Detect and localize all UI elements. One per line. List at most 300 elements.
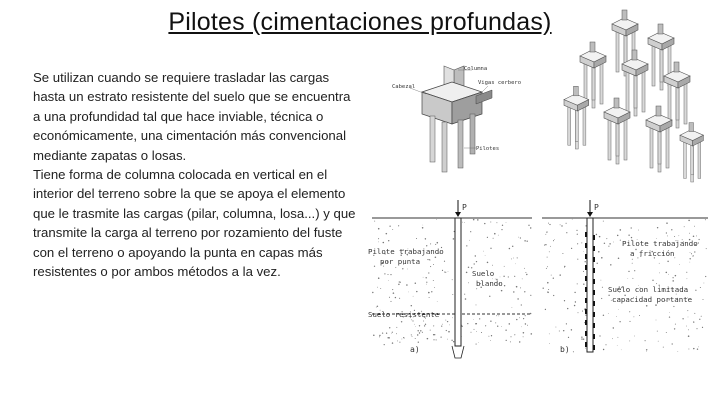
soft-soil-label: Suelo xyxy=(472,269,495,278)
soil-speckle xyxy=(396,333,397,334)
soil-speckle xyxy=(449,325,450,326)
soil-speckle xyxy=(688,349,689,350)
load-label: P xyxy=(462,203,467,212)
soil-speckle xyxy=(437,242,439,244)
soil-speckle xyxy=(689,262,690,263)
soil-speckle xyxy=(390,301,391,302)
soil-speckle xyxy=(547,257,548,258)
soil-speckle xyxy=(530,227,531,228)
soil-speckle xyxy=(601,257,603,259)
soil-speckle xyxy=(433,280,434,281)
soil-speckle xyxy=(574,305,576,307)
soil-speckle xyxy=(574,292,575,293)
soil-speckle xyxy=(483,251,484,252)
soil-speckle xyxy=(474,263,475,264)
label-vigas: Vigas cerbero xyxy=(478,80,522,86)
pile-shaft xyxy=(587,218,593,352)
soil-speckle xyxy=(473,219,475,221)
soil-speckle xyxy=(415,283,416,284)
soil-speckle xyxy=(419,325,420,326)
soil-speckle xyxy=(602,287,603,288)
soil-speckle xyxy=(389,297,390,298)
soil-speckle xyxy=(399,281,400,282)
soil-speckle xyxy=(571,248,572,249)
soil-speckle xyxy=(393,292,395,294)
soil-speckle xyxy=(621,350,622,351)
soil-speckle xyxy=(395,297,396,298)
soil-speckle xyxy=(425,277,426,278)
soil-speckle xyxy=(372,292,373,293)
soil-speckle xyxy=(618,309,619,310)
soil-speckle xyxy=(671,229,672,230)
soil-speckle xyxy=(485,325,486,326)
soil-speckle xyxy=(398,284,399,285)
soil-speckle xyxy=(705,276,706,277)
soil-speckle xyxy=(618,258,620,260)
soil-speckle xyxy=(695,290,696,291)
soil-speckle xyxy=(663,347,664,348)
soil-speckle xyxy=(693,321,694,322)
soil-speckle xyxy=(497,326,498,327)
pile-group xyxy=(680,123,703,182)
soil-speckle xyxy=(514,276,515,277)
soil-speckle xyxy=(468,267,469,268)
soil-speckle xyxy=(447,321,448,322)
soil-speckle xyxy=(431,291,432,292)
soil-speckle xyxy=(501,229,502,230)
soil-speckle xyxy=(377,306,378,307)
soil-speckle xyxy=(646,351,647,352)
caption-b: b) xyxy=(560,345,570,354)
soil-speckle xyxy=(583,284,584,285)
soil-speckle xyxy=(422,225,423,226)
soil-speckle xyxy=(419,332,420,333)
soil-speckle xyxy=(616,316,617,317)
soil-speckle xyxy=(442,270,443,271)
soil-speckle xyxy=(576,230,577,231)
soil-speckle xyxy=(378,242,379,243)
soil-speckle xyxy=(440,336,441,337)
soil-speckle xyxy=(694,313,695,314)
soil-speckle xyxy=(469,240,470,241)
soil-speckle xyxy=(501,290,503,292)
soil-speckle xyxy=(617,345,618,346)
soil-speckle xyxy=(436,339,437,340)
soil-speckle xyxy=(543,288,544,289)
soil-speckle xyxy=(523,332,525,334)
soil-speckle xyxy=(430,330,431,331)
soil-speckle xyxy=(525,315,526,316)
soil-speckle xyxy=(407,269,408,270)
soil-speckle xyxy=(549,251,550,252)
soil-speckle xyxy=(380,288,381,289)
soil-speckle xyxy=(585,348,586,349)
soil-speckle xyxy=(688,220,690,222)
soil-speckle xyxy=(703,299,704,300)
caption-a: a) xyxy=(410,345,420,354)
soil-speckle xyxy=(512,307,513,308)
soil-speckle xyxy=(496,315,497,316)
resistant-soil-label: Suelo resistente xyxy=(368,310,440,319)
soil-speckle xyxy=(658,341,659,342)
soil-speckle xyxy=(698,239,699,240)
soil-speckle xyxy=(608,313,609,314)
soil-speckle xyxy=(528,225,529,226)
soil-speckle xyxy=(701,316,702,317)
soil-speckle xyxy=(515,263,516,264)
soil-speckle xyxy=(387,274,388,275)
soil-speckle xyxy=(448,271,449,272)
soil-speckle xyxy=(608,246,609,247)
soil-speckle xyxy=(564,300,565,301)
soil-speckle xyxy=(426,282,427,283)
soil-speckle xyxy=(674,236,675,237)
soil-speckle xyxy=(389,226,390,227)
soil-speckle xyxy=(508,276,509,277)
soil-speckle xyxy=(476,261,477,262)
soil-speckle xyxy=(577,234,578,235)
soil-speckle xyxy=(634,336,635,337)
soil-speckle xyxy=(392,332,393,333)
soil-speckle xyxy=(599,236,601,238)
soil-speckle xyxy=(374,266,375,267)
soil-speckle xyxy=(667,235,668,236)
soil-speckle xyxy=(384,273,385,274)
soil-speckle xyxy=(524,268,525,269)
soil-speckle xyxy=(476,344,477,345)
soil-speckle xyxy=(646,349,647,350)
soil-speckle xyxy=(692,256,693,257)
soil-speckle xyxy=(427,259,428,260)
soil-speckle xyxy=(490,340,491,341)
soil-speckle xyxy=(378,277,380,279)
soil-speckle xyxy=(700,287,701,288)
soil-speckle xyxy=(395,267,396,268)
soil-speckle xyxy=(560,224,561,225)
soil-speckle xyxy=(627,278,628,279)
soil-speckle xyxy=(669,316,670,317)
body-text xyxy=(33,68,358,281)
soil-speckle xyxy=(436,219,437,220)
soil-speckle xyxy=(617,235,619,237)
soil-speckle xyxy=(437,301,438,302)
soil-speckle xyxy=(519,317,520,318)
soil-speckle xyxy=(577,243,578,244)
soil-speckle xyxy=(628,234,629,235)
soil-speckle xyxy=(452,317,453,318)
soil-speckle xyxy=(447,339,448,340)
soil-speckle xyxy=(444,272,445,273)
soil-speckle xyxy=(516,286,518,288)
soil-speckle xyxy=(498,316,499,317)
soil-speckle xyxy=(659,273,660,274)
soil-speckle xyxy=(445,320,446,321)
soil-speckle xyxy=(667,261,668,262)
soil-speckle xyxy=(502,225,503,226)
soil-speckle xyxy=(415,326,416,327)
soil-speckle xyxy=(605,344,606,345)
soil-speckle xyxy=(388,240,389,241)
soil-speckle xyxy=(386,233,388,235)
soil-speckle xyxy=(391,333,392,334)
soil-speckle xyxy=(504,266,505,267)
soil-speckle xyxy=(659,263,660,264)
soil-speckle xyxy=(452,294,453,295)
soil-speckle xyxy=(520,237,521,238)
soil-speckle xyxy=(374,221,375,222)
soil-speckle xyxy=(687,310,688,311)
soil-speckle xyxy=(655,304,657,306)
soil-speckle xyxy=(474,329,475,330)
soil-speckle xyxy=(386,333,387,334)
soil-speckle xyxy=(583,271,584,272)
soil-speckle xyxy=(509,248,511,250)
soil-speckle xyxy=(490,222,491,223)
soil-speckle xyxy=(599,335,600,336)
soil-speckle xyxy=(666,272,668,274)
soil-speckle xyxy=(475,255,476,256)
soil-speckle xyxy=(553,278,554,279)
soil-speckle xyxy=(378,238,379,239)
soil-speckle xyxy=(504,285,505,286)
soil-speckle xyxy=(696,235,697,236)
soil-speckle xyxy=(566,232,567,233)
label-pilotes: Pilotes xyxy=(476,146,500,152)
soil-speckle xyxy=(527,241,528,242)
soil-speckle xyxy=(425,238,426,239)
soil-speckle xyxy=(629,321,630,322)
soil-speckle xyxy=(632,263,633,264)
soil-speckle xyxy=(402,339,403,340)
soil-speckle xyxy=(548,223,549,224)
soil-speckle xyxy=(571,329,572,330)
soil-speckle xyxy=(585,314,586,315)
soil-speckle xyxy=(494,233,496,235)
tip-reaction xyxy=(452,346,464,358)
soil-speckle xyxy=(399,298,400,299)
soil-speckle xyxy=(493,238,494,239)
soil-speckle xyxy=(473,319,474,320)
soil-speckle xyxy=(673,306,674,307)
soil-speckle xyxy=(652,280,653,281)
soil-speckle xyxy=(668,274,669,275)
soil-speckle xyxy=(428,272,429,273)
soil-speckle xyxy=(477,219,479,221)
soil-speckle xyxy=(610,264,611,265)
pile-3 xyxy=(458,120,463,168)
soil-speckle xyxy=(632,259,633,260)
soil-speckle xyxy=(530,313,532,315)
soil-speckle xyxy=(396,327,397,328)
soil-speckle xyxy=(603,349,604,350)
soil-speckle xyxy=(603,315,604,316)
pile-2 xyxy=(442,122,447,172)
soil-speckle xyxy=(585,261,586,262)
soil-speckle xyxy=(553,295,554,296)
soil-speckle xyxy=(666,232,667,233)
soil-speckle xyxy=(687,278,688,279)
soil-speckle xyxy=(517,257,518,258)
soil-speckle xyxy=(573,351,574,352)
soil-speckle xyxy=(691,253,692,254)
soil-speckle xyxy=(705,219,706,220)
soil-speckle xyxy=(408,292,409,293)
soil-speckle xyxy=(674,328,675,329)
soil-speckle xyxy=(669,312,670,313)
soil-speckle xyxy=(620,240,621,241)
soil-speckle xyxy=(629,340,630,341)
soil-speckle xyxy=(562,253,563,254)
soil-speckle xyxy=(401,321,402,322)
soil-speckle xyxy=(582,311,583,312)
soil-speckle xyxy=(679,264,680,265)
soil-speckle xyxy=(510,341,511,342)
soil-speckle xyxy=(422,227,424,229)
soil-speckle xyxy=(629,311,630,312)
soil-speckle xyxy=(428,292,430,294)
soil-speckle xyxy=(568,337,569,338)
soil-speckle xyxy=(617,337,618,338)
soil-speckle xyxy=(516,319,517,320)
soil-speckle xyxy=(577,283,578,284)
soil-speckle xyxy=(688,335,690,337)
soil-speckle xyxy=(411,334,412,335)
soil-speckle xyxy=(444,261,445,262)
soil-speckle xyxy=(527,325,528,326)
soil-speckle xyxy=(525,323,526,324)
soil-speckle xyxy=(402,268,403,269)
pile-type-label: Pilote trabajando xyxy=(622,239,698,248)
soil-speckle xyxy=(435,256,437,258)
soil-speckle xyxy=(435,244,436,245)
soil-speckle xyxy=(678,235,679,236)
soil-speckle xyxy=(553,240,554,241)
soil-speckle xyxy=(526,274,527,275)
soil-speckle xyxy=(530,295,531,296)
soil-speckle xyxy=(484,223,485,224)
soil-speckle xyxy=(464,222,465,223)
soil-speckle xyxy=(575,301,576,302)
soil-speckle xyxy=(559,331,560,332)
soil-speckle xyxy=(476,304,477,305)
soil-speckle xyxy=(506,340,507,341)
soil-speckle xyxy=(471,332,472,333)
soil-speckle xyxy=(392,229,393,230)
pile-type-label-2: a fricción xyxy=(630,249,675,258)
pile-cap-figure xyxy=(392,62,522,180)
soil-speckle xyxy=(656,283,657,284)
soil-speckle xyxy=(550,246,551,247)
soil-speckle xyxy=(384,344,385,345)
soil-speckle xyxy=(672,343,673,344)
soft-soil-label-2: blando xyxy=(476,279,503,288)
soil-speckle xyxy=(566,223,567,224)
pile-type-label-2: por punta xyxy=(380,257,421,266)
soil-speckle xyxy=(505,330,506,331)
soil-speckle xyxy=(583,338,584,339)
soil-speckle xyxy=(429,259,430,260)
soil-speckle xyxy=(613,327,614,328)
soil-speckle xyxy=(521,304,522,305)
soil-speckle xyxy=(392,289,393,290)
soil-speckle xyxy=(632,278,633,279)
soil-speckle xyxy=(672,277,673,278)
pile-shaft xyxy=(455,218,461,346)
soil-speckle xyxy=(417,330,418,331)
soil-speckle xyxy=(554,239,555,240)
soil-speckle xyxy=(690,252,691,253)
soil-speckle xyxy=(702,327,703,328)
soil-speckle xyxy=(561,225,562,226)
soil-speckle xyxy=(388,280,389,281)
soil-speckle xyxy=(520,287,521,288)
soil-speckle xyxy=(545,309,546,310)
soil-speckle xyxy=(485,255,486,256)
soil-speckle xyxy=(478,342,479,343)
soil-speckle xyxy=(481,332,482,333)
soil-speckle xyxy=(684,226,685,227)
soil-speckle xyxy=(672,280,674,282)
soil-speckle xyxy=(656,320,657,321)
soil-speckle xyxy=(675,324,676,325)
soil-speckle xyxy=(489,296,490,297)
soil-speckle xyxy=(512,246,513,247)
soil-speckle xyxy=(522,278,523,279)
soil-speckle xyxy=(462,326,463,327)
soil-speckle xyxy=(427,338,429,340)
soil-speckle xyxy=(500,277,501,278)
soil-speckle xyxy=(519,341,520,342)
label-cabezal: Cabezal xyxy=(392,84,416,90)
soil-speckle xyxy=(693,236,695,238)
soil-speckle xyxy=(634,270,635,271)
soil-speckle xyxy=(657,227,658,228)
soil-speckle xyxy=(547,292,548,293)
soil-speckle xyxy=(468,282,469,283)
soil-speckle xyxy=(666,222,668,224)
soil-speckle xyxy=(524,291,525,292)
soil-speckle xyxy=(451,340,452,341)
soil-speckle xyxy=(688,329,689,330)
soil-speckle xyxy=(379,335,380,336)
soil-speckle xyxy=(675,275,677,277)
soil-speckle xyxy=(572,219,573,220)
soil-speckle xyxy=(544,245,545,246)
soil-speckle xyxy=(433,325,434,326)
soil-speckle xyxy=(657,331,658,332)
soil-speckle xyxy=(420,330,421,331)
soil-speckle xyxy=(523,318,524,319)
soil-speckle xyxy=(387,337,389,339)
limited-soil-label-2: capacidad portante xyxy=(612,295,693,304)
label-columna: Columna xyxy=(464,66,488,72)
slide-title: Pilotes (cimentaciones profundas) xyxy=(168,8,552,36)
soil-speckle xyxy=(693,348,694,349)
soil-speckle xyxy=(686,326,687,327)
soil-speckle xyxy=(498,235,499,236)
soil-speckle xyxy=(549,224,550,225)
soil-speckle xyxy=(397,340,398,341)
soil-speckle xyxy=(581,338,582,339)
soil-speckle xyxy=(433,264,434,265)
soil-speckle xyxy=(416,238,417,239)
soil-speckle xyxy=(445,272,446,273)
soil-speckle xyxy=(501,326,502,327)
soil-speckle xyxy=(609,243,610,244)
soil-speckle xyxy=(677,351,678,352)
soil-speckle xyxy=(406,284,408,286)
soil-speckle xyxy=(631,227,632,228)
